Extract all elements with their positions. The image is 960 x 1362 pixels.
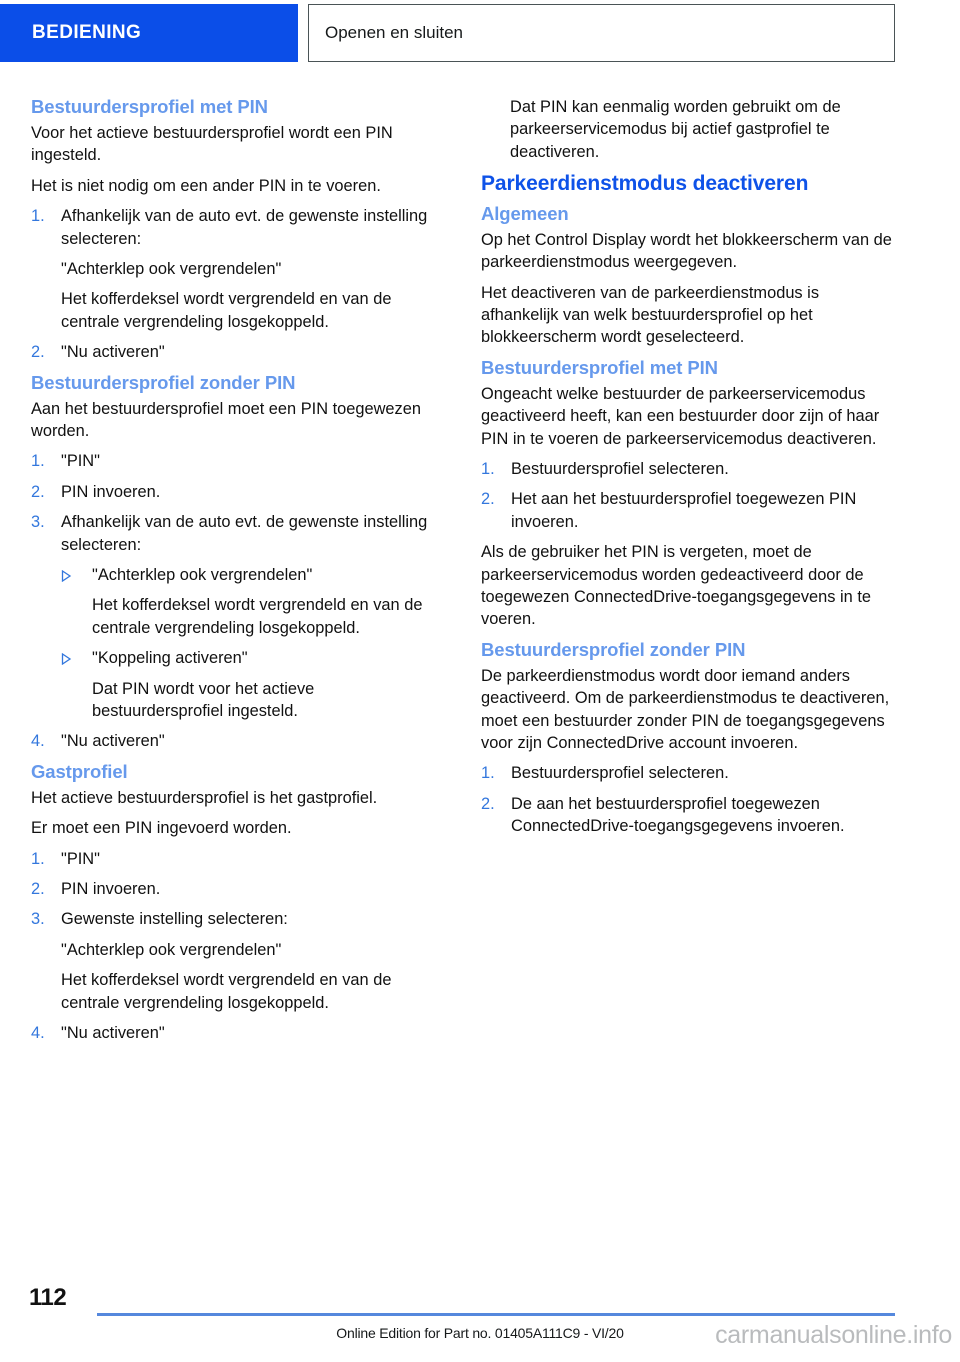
- paragraph: Het is niet nodig om een ander PIN in te voeren.: [31, 176, 381, 195]
- list-item: [31, 848, 449, 870]
- list-marker: 1.: [31, 452, 45, 471]
- list-item: [31, 341, 449, 363]
- list-item-text: "Nu activeren": [61, 732, 165, 751]
- list-item: [31, 205, 449, 333]
- heading-algemeen: Algemeen: [481, 202, 569, 224]
- sub-list-item-text: "Achterklep ook vergrendelen": [92, 565, 313, 584]
- paragraph: Als de gebruiker het PIN is vergeten, moet de parkeerservicemodus worden gedeactiveerd door de toegewezen ConnectedDrive-toegangsgegevens in te voeren.: [481, 543, 871, 629]
- heading-bestuurdersprofiel-met-pin: Bestuurdersprofiel met PIN: [31, 96, 268, 117]
- heading-gastprofiel: Gastprofiel: [31, 760, 128, 782]
- list-marker: 3.: [31, 910, 45, 929]
- paragraph: Op het Control Display wordt het blokkeerscherm van de parkeerdienstmodus weergegeven.: [481, 230, 892, 272]
- list-item: [481, 762, 899, 784]
- paragraph: Aan het bestuurdersprofiel moet een PIN toegewezen worden.: [31, 399, 421, 440]
- list-item-text: Afhankelijk van de auto evt. de gewenste instelling selecteren:: [61, 513, 428, 554]
- list-item: [481, 793, 899, 838]
- watermark: carmanualsonline.info: [715, 1321, 952, 1349]
- list-item-text: Afhankelijk van de auto evt. de gewenste instelling selecteren:: [61, 207, 428, 248]
- right-column: [481, 96, 899, 846]
- edition-note: Online Edition for Part no. 01405A111C9 - VI/20: [336, 1325, 624, 1341]
- list-item-text: "PIN": [61, 849, 100, 868]
- procedure-list: [481, 762, 899, 837]
- list-item: [31, 1022, 449, 1044]
- list-item: [481, 488, 899, 533]
- list-marker: 1.: [31, 207, 45, 226]
- sub-list-continuation: [61, 678, 449, 723]
- sub-list-item: [61, 647, 449, 669]
- section-title-box: [308, 4, 895, 62]
- sub-list-continuation: [61, 594, 449, 639]
- list-item-text: Het kofferdeksel wordt vergrendeld en van de centrale vergrendeling losgekoppeld.: [61, 971, 392, 1012]
- list-marker: 2.: [481, 794, 495, 813]
- list-item-text: Het aan het bestuurdersprofiel toegewezen PIN invoeren.: [511, 490, 857, 531]
- list-item-text: Gewenste instelling selecteren:: [61, 910, 288, 929]
- page-header: [0, 0, 960, 68]
- sub-option-list: [61, 564, 449, 722]
- list-marker: 2.: [31, 343, 45, 362]
- list-item-text: "Achterklep ook vergrendelen": [61, 259, 282, 278]
- procedure-list: [481, 458, 899, 533]
- procedure-list: [31, 848, 449, 1045]
- list-marker: 2.: [481, 490, 495, 509]
- footer-divider: [97, 1313, 895, 1316]
- paragraph: Het actieve bestuurdersprofiel is het gastprofiel.: [31, 788, 378, 807]
- heading-parkeerdienstmodus-deactiveren: Parkeerdienstmodus deactiveren: [481, 172, 809, 196]
- list-item-text: PIN invoeren.: [61, 879, 161, 898]
- list-item-text: Het kofferdeksel wordt vergrendeld en van de centrale vergrendeling losgekoppeld.: [61, 290, 392, 331]
- list-marker: 1.: [481, 459, 495, 478]
- list-marker: 1.: [481, 764, 495, 783]
- triangle-bullet-icon: [61, 653, 72, 665]
- paragraph: Ongeacht welke bestuurder de parkeerservicemodus geactiveerd heeft, kan een bestuurder door zijn of haar PIN in te voeren de parkeerservicemodus deactiveren.: [481, 384, 880, 448]
- list-item-text: PIN invoeren.: [61, 482, 161, 501]
- sub-list-item-text: "Koppeling activeren": [92, 649, 248, 668]
- sub-list-item-text: Het kofferdeksel wordt vergrendeld en van de centrale vergrendeling losgekoppeld.: [92, 596, 423, 637]
- paragraph: Er moet een PIN ingevoerd worden.: [31, 819, 292, 838]
- paragraph: Dat PIN kan eenmalig worden gebruikt om de parkeerservicemodus bij actief gastprofiel te deactiveren.: [510, 98, 841, 161]
- list-marker: 1.: [31, 849, 45, 868]
- list-item-text: "Nu activeren": [61, 1024, 165, 1042]
- list-item: [31, 730, 449, 752]
- paragraph: De parkeerdienstmodus wordt door iemand anders geactiveerd. Om de parkeerdienstmodus te deactiveren, moet een bestuurder zonder PIN de toegangsgegevens voor zijn ConnectedDrive account invoeren.: [481, 666, 890, 752]
- paragraph: Voor het actieve bestuurdersprofiel wordt een PIN ingesteld.: [31, 123, 393, 165]
- list-item-text: De aan het bestuurdersprofiel toegewezen ConnectedDrive-toegangsgegevens invoeren.: [511, 794, 845, 836]
- list-item-text: "Nu activeren": [61, 343, 165, 362]
- list-item: [31, 481, 449, 503]
- list-marker: 2.: [31, 482, 45, 501]
- left-column: [31, 96, 449, 1052]
- list-item-text: "Achterklep ook vergrendelen": [61, 940, 282, 959]
- list-item: [31, 878, 449, 900]
- list-item-text: "PIN": [61, 452, 100, 471]
- list-item-text: Bestuurdersprofiel selecteren.: [511, 459, 729, 478]
- chapter-tab: [0, 4, 298, 62]
- list-item: [31, 450, 449, 472]
- page-number: 112: [29, 1284, 67, 1311]
- list-item: [481, 458, 899, 480]
- heading-bestuurdersprofiel-met-pin-right: Bestuurdersprofiel met PIN: [481, 356, 718, 378]
- list-marker: 2.: [31, 879, 45, 898]
- chapter-tab-label: BEDIENING: [32, 22, 142, 43]
- procedure-list: [31, 205, 449, 363]
- heading-bestuurdersprofiel-zonder-pin: Bestuurdersprofiel zonder PIN: [31, 371, 296, 393]
- list-marker: 4.: [31, 732, 45, 751]
- list-item: [31, 511, 449, 722]
- heading-bestuurdersprofiel-zonder-pin-right: Bestuurdersprofiel zonder PIN: [481, 638, 746, 660]
- list-item-text: Bestuurdersprofiel selecteren.: [511, 764, 729, 783]
- sub-list-item-text: Dat PIN wordt voor het actieve bestuurdersprofiel ingesteld.: [92, 679, 315, 720]
- sub-list-item: [61, 564, 449, 586]
- section-title-label: Openen en sluiten: [325, 23, 463, 42]
- list-marker: 3.: [31, 513, 45, 532]
- paragraph: Het deactiveren van de parkeerdienstmodus is afhankelijk van welk bestuurdersprofiel op het blokkeerscherm wordt geselecteerd.: [481, 283, 820, 347]
- list-item: [31, 908, 449, 1014]
- page-footer: [0, 1280, 960, 1362]
- list-marker: 4.: [31, 1024, 45, 1042]
- triangle-bullet-icon: [61, 570, 72, 582]
- procedure-list: [31, 450, 449, 752]
